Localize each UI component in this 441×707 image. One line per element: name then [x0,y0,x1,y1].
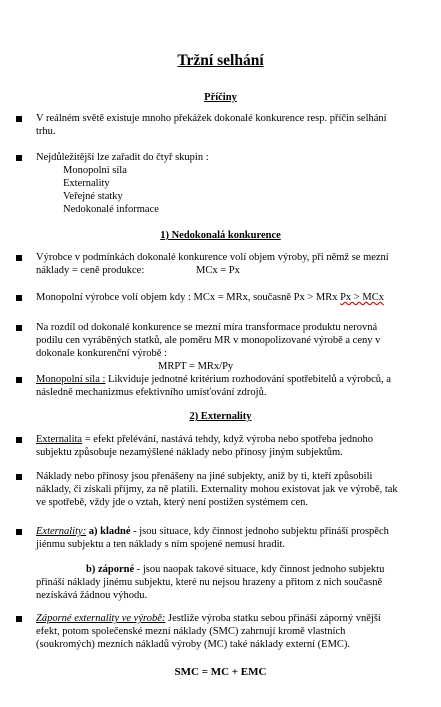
term-label: Externality: [36,526,87,537]
bullet-icon [16,116,22,122]
text-span: a) kladné [86,526,131,537]
bullet-icon [16,155,22,161]
section-heading-externality: 2) Externality [189,411,252,422]
text-line [36,613,381,625]
text-line: ve spotřebě, vždy jde o vztah, který není postižen systémem cen. [36,497,309,508]
text-span: b) záporné [86,564,135,575]
text-line: efekt, potom společenské mezní náklady (SMC) zahrnují kromě vlastních [36,626,346,637]
text-span: - jsou situace, kdy činnost jednoho subjektu přináší prospěch [130,526,389,537]
bullet-icon [16,616,22,622]
text-span: = efekt přelévání, nastává tehdy, když výroba nebo spotřeba jednoho [82,434,374,445]
document-title: Tržní selhání [177,52,264,69]
text-span: Jestliže výroba statku sebou přináší záporný vnější [165,613,381,624]
text-line: Na rozdíl od dokonalé konkurence se mezní míra transformace produktu nerovná [36,322,378,333]
text-line [36,374,391,386]
term-label: Záporné externality ve výrobě: [36,613,166,624]
text-line: (soukromých) mezních nákladů výroby (MC) také náklady externí (EMC). [36,639,351,650]
text-span: Monopolní výrobce volí objem kdy : MCx = MRx, současně Px > MRx [36,292,338,303]
text-line: trhu. [36,126,56,137]
text-line: dokonale konkurenční výrobě : [36,348,167,359]
bullet-icon [16,255,22,261]
text-line: Náklady nebo přínosy jsou přenášeny na jiné subjekty, aniž by ti, kteří způsobili [36,471,373,482]
term-label: Monopolní síla : [36,374,106,385]
text-line: Nejdůležitější lze zařadit do čtyř skupin : [36,152,209,163]
text-line [36,292,384,304]
bullet-icon [16,377,22,383]
text-line [36,434,373,446]
text-line: náklady, či získali příjmy, za ně platili. Externality mohou existovat jak ve výrobě, tak [36,484,398,495]
section-heading-priciny: Příčiny [204,92,237,103]
term-label: Externalita [36,434,83,445]
formula-inline: MCx = Px [196,265,240,276]
list-item: Externality [63,178,110,189]
list-item: Veřejné statky [63,191,123,202]
bullet-icon [16,295,22,301]
text-line [36,526,389,538]
bullet-icon [16,437,22,443]
text-span: Likviduje jednotné kritérium rozhodování spotřebitelů a výrobců, a [105,374,391,385]
text-line: náklady = ceně produkce: [36,265,145,276]
text-span: - jsou naopak takové situace, kdy činnost jednoho subjektu [134,564,385,575]
formula-inline: MRPT = MRx/Py [158,361,234,372]
section-heading-nedokonala: 1) Nedokonalá konkurence [160,230,281,241]
text-line: nezískává žádnou výhodu. [36,590,148,601]
text-line: Výrobce v podmínkách dokonalé konkurence volí objem výroby, při němž se mezní [36,252,389,263]
bullet-icon [16,529,22,535]
formula-smc: SMC = MC + EMC [174,666,267,678]
list-item: Monopolní síla [63,165,127,176]
text-line: subjektu způsobuje nezamýšlené náklady nebo přínosy jiným subjektům. [36,447,343,458]
text-line: jiénmu subjektu a ten náklady s ním spojené nemusí hradit. [36,539,286,550]
bullet-icon [16,474,22,480]
text-line: podílu cen vyráběných statků, ale poměru MR v monopolizované výrobě a ceny v [36,335,381,346]
text-span: Px > MCx [340,292,384,303]
text-line [86,564,384,576]
bullet-icon [16,325,22,331]
text-line: následně mechanizmus efektivního umísťování zdrojů. [36,387,267,398]
list-item: Nedokonalé informace [63,204,159,215]
text-line: V reálném světě existuje mnoho překážek dokonalé konkurence resp. příčin selhání [36,113,387,124]
text-line: přináší náklady jinému subjektu, které nu nejsou hrazeny a přitom z nich současně [36,577,383,588]
